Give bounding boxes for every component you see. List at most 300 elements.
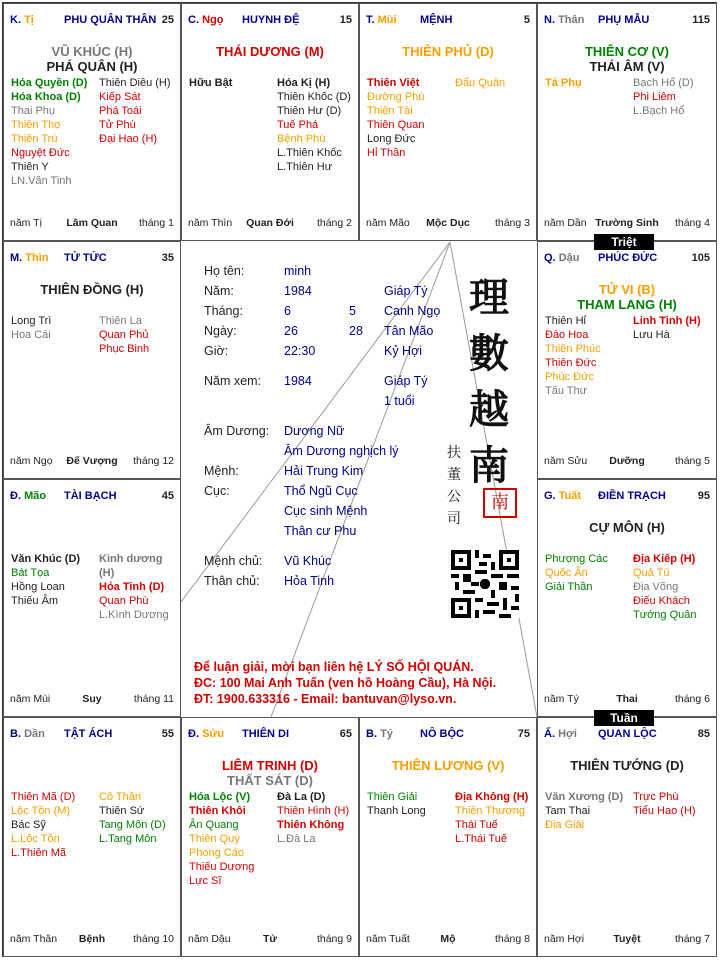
palace-header — [366, 14, 530, 28]
minor-star: Thai Phụ — [11, 105, 56, 117]
minor-star: Văn Khúc (D) — [11, 553, 81, 565]
minor-stars-left — [367, 790, 426, 818]
footer-year: năm Thìn — [188, 217, 233, 229]
minor-star: Đào Hoa — [545, 329, 589, 341]
minor-stars-right — [99, 314, 149, 356]
minor-star: Quan Phủ — [99, 329, 149, 341]
cuc-value-3: Thân cư Phu — [284, 524, 357, 538]
footer-stage: Đế Vượng — [66, 455, 118, 467]
palace-number: 15 — [339, 14, 352, 26]
minor-star: Thiếu Âm — [11, 595, 59, 607]
main-star: THÁI DƯƠNG (M) — [216, 44, 324, 59]
branch-prefix: B. — [366, 728, 377, 740]
branch-name: Tị — [24, 14, 34, 26]
minor-stars-left — [11, 790, 75, 860]
minor-star: Trực Phù — [633, 791, 679, 803]
name-value: minh — [284, 264, 312, 278]
minor-star: Hỏa Tinh (D) — [99, 581, 165, 593]
branch-prefix: Đ. — [10, 490, 21, 502]
palace-than — [537, 3, 717, 241]
branch-name: Hợi — [558, 728, 577, 740]
day-lunar: 28 — [349, 324, 363, 338]
main-star: THÁI ÂM (V) — [589, 59, 665, 74]
footer-stage: Mộc Dục — [426, 217, 470, 229]
minor-star: LN.Văn Tinh — [11, 175, 72, 187]
minor-stars-left — [545, 790, 623, 832]
month-label: Tháng: — [204, 304, 243, 318]
minor-star: L.Lộc Tồn — [11, 833, 60, 845]
minor-star: Quan Phù — [99, 595, 149, 607]
branch-prefix: Q. — [544, 252, 556, 264]
minor-star: Cô Thần — [99, 791, 141, 803]
branch-name: Tý — [380, 728, 393, 740]
day-value: 26 — [284, 324, 298, 338]
palace-footer — [188, 933, 352, 946]
palace-name: TẬT ÁCH — [64, 728, 113, 740]
red-seal — [483, 488, 517, 518]
minor-stars-right — [277, 76, 351, 174]
minor-stars-left — [189, 76, 232, 90]
hour-value: 22:30 — [284, 344, 316, 358]
minor-star: Thiên Giải — [367, 791, 418, 803]
branch-name: Mùi — [377, 14, 397, 26]
minor-star: Thiên Quý — [189, 833, 240, 845]
minor-star: Phong Cáo — [189, 847, 245, 859]
triet-badge: Triệt — [594, 234, 654, 250]
main-star: THIÊN ĐỒNG (H) — [40, 282, 144, 297]
view-year-can: Giáp Tý — [384, 374, 428, 388]
am-duong-value-1: Dương Nữ — [284, 424, 345, 438]
palace-name: ĐIỀN TRẠCH — [598, 490, 666, 502]
minor-star: Bác Sỹ — [11, 819, 46, 831]
palace-footer — [10, 217, 174, 230]
minor-star: Đường Phù — [367, 91, 425, 103]
minor-star: Thiên Thương — [455, 805, 526, 817]
minor-star: Tiểu Hao (H) — [633, 805, 696, 817]
footer-year: năm Ngọ — [10, 455, 53, 467]
minor-star: Tử Phù — [99, 119, 136, 131]
minor-star: Thiên Sứ — [99, 805, 145, 817]
main-star: LIÊM TRINH (D) — [221, 758, 319, 773]
year-label: Năm: — [204, 284, 234, 298]
palace-dau — [537, 241, 717, 479]
branch-name: Sửu — [202, 728, 225, 740]
palace-tuat — [537, 479, 717, 717]
minor-star: Đại Hao (H) — [99, 133, 158, 145]
main-stars — [4, 44, 180, 74]
palace-number: 35 — [161, 252, 174, 264]
view-year-label: Năm xem: — [204, 374, 261, 388]
palace-header — [10, 728, 174, 742]
menh-label: Mệnh: — [204, 464, 239, 478]
minor-star: Lưu Hà — [633, 329, 670, 341]
footer-year: năm Tị — [10, 217, 42, 229]
main-stars — [182, 44, 358, 59]
minor-star: L.Bạch Hổ — [633, 105, 685, 117]
minor-star: Bệnh Phù — [277, 133, 326, 145]
palace-name: TỬ TỨC — [64, 252, 107, 264]
footer-year: năm Tuất — [366, 933, 410, 945]
minor-star: Địa Không (H) — [455, 791, 529, 803]
cuc-label: Cục: — [204, 484, 230, 498]
branch-prefix: Đ. — [188, 728, 199, 740]
palace-footer — [544, 693, 710, 706]
contact-line-2: ĐC: 100 Mai Anh Tuấn (ven hồ Hoàng Cầu), Hà Nội. — [194, 676, 497, 690]
minor-star: Tuế Phá — [277, 119, 319, 131]
footer-stage: Tuyệt — [613, 933, 641, 945]
footer-month: tháng 6 — [674, 693, 710, 705]
minor-star: Hóa Khoa (D) — [11, 91, 81, 103]
palace-header — [544, 14, 710, 28]
contact-line-1: Để luận giải, mời bạn liên hệ LÝ SỐ HỘI QUÁN. — [194, 660, 474, 674]
footer-year: năm Mùi — [10, 693, 51, 705]
branch-prefix: G. — [544, 490, 556, 502]
minor-star: Thiên Khốc (D) — [277, 91, 351, 103]
minor-star: Bạch Hổ (D) — [633, 77, 694, 89]
minor-star: Thanh Long — [367, 805, 426, 817]
minor-star: Thiên Hình (H) — [277, 805, 350, 817]
branch-prefix: B. — [10, 728, 21, 740]
footer-year: năm Sửu — [544, 455, 588, 467]
main-stars — [360, 758, 536, 773]
main-star: TỬ VI (B) — [598, 282, 656, 297]
main-star: VŨ KHÚC (H) — [51, 44, 133, 59]
branch-name: Dậu — [558, 252, 580, 264]
footer-month: tháng 10 — [133, 933, 174, 945]
palace-name: THIÊN DI — [242, 728, 290, 740]
minor-star: Văn Xương (D) — [545, 791, 624, 803]
palace-ty — [359, 717, 537, 957]
footer-stage: Tử — [262, 933, 278, 945]
minor-star: Địa Kiếp (H) — [633, 553, 696, 565]
minor-star: L.Thiên Hư — [277, 161, 333, 173]
minor-star: Phi Liêm — [633, 91, 676, 103]
minor-stars-right — [99, 790, 166, 846]
footer-month: tháng 5 — [674, 455, 710, 467]
footer-year: năm Hợi — [544, 933, 585, 945]
palace-dan — [3, 717, 181, 957]
minor-star: Thiên Tài — [367, 105, 413, 117]
palace-footer — [10, 693, 174, 706]
branch-name: Thân — [558, 14, 585, 26]
minor-stars-left — [11, 314, 51, 342]
minor-star: Phúc Đức — [545, 371, 594, 383]
main-star: THAM LANG (H) — [577, 297, 677, 312]
minor-star: Thiên Thọ — [11, 119, 61, 131]
hour-can: Kỷ Hợi — [384, 344, 423, 358]
minor-stars-left — [545, 76, 582, 90]
minor-star: Đà La (D) — [277, 791, 326, 803]
minor-star: Hóa Kị (H) — [277, 77, 331, 89]
minor-star: Nguyệt Đức — [11, 147, 70, 159]
footer-month: tháng 8 — [494, 933, 530, 945]
minor-star: Hồng Loan — [11, 581, 65, 593]
main-star: PHÁ QUÂN (H) — [46, 59, 138, 74]
branch-prefix: C. — [188, 14, 199, 26]
minor-star: Kiếp Sát — [99, 91, 141, 103]
qr-code — [451, 550, 519, 618]
palace-name: QUAN LỘC — [598, 728, 657, 740]
palace-mui — [359, 3, 537, 241]
minor-star: Lực Sĩ — [189, 875, 222, 887]
menh-chu-value: Vũ Khúc — [284, 554, 332, 568]
palace-header — [544, 252, 710, 266]
minor-star: Thiên Trù — [11, 133, 58, 145]
footer-stage: Lâm Quan — [66, 217, 118, 229]
minor-stars-left — [11, 76, 87, 188]
palace-header — [544, 728, 710, 742]
main-stars — [538, 758, 716, 773]
minor-star: Hỉ Thần — [367, 147, 406, 159]
branch-name: Thìn — [25, 252, 49, 264]
palace-footer — [544, 933, 710, 946]
palace-number: 45 — [161, 490, 174, 502]
palace-number: 75 — [517, 728, 530, 740]
footer-stage: Suy — [82, 693, 102, 705]
main-stars — [538, 44, 716, 74]
palace-suu — [181, 717, 359, 957]
minor-star: Thiên Đức — [545, 357, 597, 369]
footer-year: năm Mão — [366, 217, 410, 229]
contact-line-3: ĐT: 1900.633316 - Email: bantuvan@lyso.vn. — [194, 692, 457, 706]
palace-number: 105 — [691, 252, 710, 264]
menh-value: Hải Trung Kim — [284, 464, 364, 478]
year-can: Giáp Tý — [384, 284, 428, 298]
minor-star: Thiên Hư (D) — [277, 105, 342, 117]
footer-stage: Trường Sinh — [595, 217, 659, 229]
minor-stars-right — [99, 76, 171, 146]
minor-star: Thiên Quan — [367, 119, 425, 131]
palace-footer — [188, 217, 352, 230]
minor-stars-left — [367, 76, 424, 160]
year-value: 1984 — [284, 284, 312, 298]
minor-star: L.Đà La — [277, 833, 316, 845]
palace-footer — [10, 933, 174, 946]
palace-header — [10, 490, 174, 504]
palace-name: TÀI BẠCH — [64, 490, 117, 502]
footer-month: tháng 9 — [316, 933, 352, 945]
branch-name: Mão — [24, 490, 47, 502]
main-star: THIÊN LƯƠNG (V) — [391, 758, 505, 773]
minor-star: Điếu Khách — [633, 595, 690, 607]
minor-star: L.Thiên Khốc — [277, 147, 342, 159]
minor-star: L.Tang Môn — [99, 833, 157, 845]
month-lunar: 5 — [349, 304, 356, 318]
minor-star: Thiên Hỉ — [545, 315, 586, 327]
minor-star: Giải Thần — [545, 581, 593, 593]
main-star: THIÊN PHỦ (D) — [402, 44, 494, 59]
cuc-value-1: Thổ Ngũ Cục — [284, 484, 358, 498]
minor-star: Địa Võng — [633, 581, 679, 593]
than-chu-value: Hỏa Tinh — [284, 574, 335, 588]
footer-stage: Thai — [616, 693, 638, 705]
minor-star: Tam Thai — [545, 805, 591, 817]
footer-stage: Dưỡng — [609, 455, 645, 467]
minor-star: L.Thái Tuế — [455, 833, 507, 845]
footer-month: tháng 2 — [316, 217, 352, 229]
minor-star: Thiên Khôi — [189, 805, 246, 817]
footer-stage: Mộ — [440, 933, 456, 945]
palace-footer — [366, 217, 530, 230]
footer-year: năm Thân — [10, 933, 58, 945]
main-stars — [182, 758, 358, 788]
cuc-value-2: Cục sinh Mệnh — [284, 504, 368, 518]
footer-stage: Bệnh — [78, 933, 106, 945]
menh-chu-label: Mệnh chủ: — [204, 554, 263, 568]
minor-stars-right — [633, 314, 701, 342]
footer-month: tháng 4 — [674, 217, 710, 229]
palace-name: MỆNH — [420, 14, 453, 26]
minor-stars-left — [545, 314, 601, 398]
branch-prefix: T. — [366, 14, 375, 26]
am-duong-value-2: Âm Dương nghịch lý — [284, 444, 399, 458]
minor-star: Long Trì — [11, 315, 52, 327]
palace-hoi — [537, 717, 717, 957]
minor-star: Thiên Không — [277, 819, 345, 831]
minor-star: Phá Toái — [99, 105, 142, 117]
minor-star: Thái Tuế — [455, 819, 498, 831]
palace-footer — [366, 933, 530, 946]
main-stars — [538, 282, 716, 312]
minor-star: Thiên La — [99, 315, 142, 327]
footer-month: tháng 3 — [494, 217, 530, 229]
minor-star: Bát Tọa — [11, 567, 50, 579]
palace-number: 65 — [339, 728, 352, 740]
minor-star: Linh Tinh (H) — [633, 315, 701, 327]
minor-star: Tả Phụ — [545, 77, 582, 89]
branch-prefix: Ấ. — [544, 728, 555, 740]
am-duong-label: Âm Dương: — [204, 424, 270, 438]
minor-star: Hữu Bật — [189, 77, 233, 89]
day-can: Tân Mão — [384, 324, 434, 338]
calligraphy-title: 理數越南 — [469, 274, 509, 489]
footer-month: tháng 12 — [133, 455, 174, 467]
minor-star: Phục Binh — [99, 343, 150, 355]
palace-name: NÔ BỘC — [420, 728, 464, 740]
minor-star: Tang Môn (D) — [99, 819, 166, 831]
palace-number: 5 — [523, 14, 530, 26]
minor-star: Thiên Phúc — [545, 343, 601, 355]
minor-stars-right — [99, 552, 176, 622]
minor-stars-right — [277, 790, 349, 846]
footer-year: năm Tý — [544, 693, 579, 705]
minor-star: L.Thiên Mã — [11, 847, 67, 859]
palace-thin — [3, 241, 181, 479]
hour-label: Giờ: — [204, 344, 229, 358]
palace-name: PHU QUÂN THÂN — [64, 14, 157, 26]
palace-number: 95 — [697, 490, 710, 502]
minor-star: Thiên Việt — [367, 77, 420, 89]
minor-stars-left — [545, 552, 608, 594]
minor-star: Thiên Y — [11, 161, 49, 173]
age-value: 1 tuổi — [384, 394, 415, 408]
palace-header — [10, 252, 174, 266]
palace-number: 85 — [697, 728, 710, 740]
palace-name: PHÚC ĐỨC — [598, 252, 658, 264]
minor-stars-right — [455, 790, 528, 846]
minor-star: L.Kình Dương — [99, 609, 169, 621]
palace-footer — [10, 455, 174, 468]
minor-stars-right — [633, 790, 696, 818]
footer-stage: Quan Đới — [246, 217, 294, 229]
calligraphy-small: 扶董公司 — [447, 445, 461, 527]
main-star: THIÊN CƠ (V) — [584, 44, 670, 59]
day-label: Ngày: — [204, 324, 237, 338]
center-info-panel — [181, 242, 537, 717]
palace-mao — [3, 479, 181, 717]
palace-header — [10, 14, 174, 28]
main-star: CỰ MÔN (H) — [589, 520, 665, 535]
palace-number: 115 — [692, 14, 710, 26]
minor-star: Ân Quang — [189, 819, 239, 831]
palace-ngo — [181, 3, 359, 241]
minor-star: Hoa Cái — [11, 329, 51, 341]
footer-month: tháng 7 — [674, 933, 710, 945]
branch-name: Tuất — [558, 490, 582, 502]
palace-footer — [544, 455, 710, 468]
minor-stars-right — [633, 552, 697, 622]
footer-month: tháng 11 — [133, 693, 174, 705]
minor-stars-left — [189, 790, 254, 888]
minor-star: Quốc Ấn — [545, 567, 588, 579]
minor-star: Tướng Quân — [633, 609, 697, 621]
main-star: THIÊN TƯỚNG (D) — [570, 758, 684, 773]
palace-header — [188, 728, 352, 742]
minor-stars-left — [11, 552, 80, 608]
palace-number: 25 — [161, 14, 174, 26]
minor-stars-right — [633, 76, 694, 118]
minor-star: Hóa Quyền (D) — [11, 77, 88, 89]
than-chu-label: Thân chủ: — [204, 574, 260, 588]
seal-text: 南 — [491, 492, 509, 513]
minor-star: Lộc Tồn (M) — [11, 805, 71, 817]
minor-star: Long Đức — [367, 133, 416, 145]
name-label: Họ tên: — [204, 264, 245, 278]
footer-year: năm Dần — [544, 217, 587, 229]
view-year-value: 1984 — [284, 374, 312, 388]
main-stars — [360, 44, 536, 59]
tuan-badge: Tuần — [594, 710, 654, 726]
palace-name: HUYNH ĐỆ — [242, 14, 300, 26]
palace-name: PHỤ MẪU — [598, 14, 650, 26]
minor-star: Thiếu Dương — [189, 861, 255, 873]
palace-ti — [3, 3, 181, 241]
palace-number: 55 — [161, 728, 174, 740]
minor-star: Thiên Diêu (H) — [99, 77, 171, 89]
minor-star: Tấu Thư — [545, 385, 588, 397]
palace-header — [544, 490, 710, 504]
palace-header — [366, 728, 530, 742]
minor-star: Hóa Lộc (V) — [189, 791, 251, 803]
minor-star: Thiên Mã (D) — [11, 791, 76, 803]
minor-stars-right — [455, 76, 505, 90]
minor-star: Kình dương (H) — [99, 553, 163, 579]
branch-prefix: N. — [544, 14, 555, 26]
minor-star: Phượng Các — [545, 553, 608, 565]
palace-header — [188, 14, 352, 28]
branch-prefix: K. — [10, 14, 21, 26]
palace-footer — [544, 217, 710, 230]
month-can: Canh Ngọ — [384, 304, 441, 318]
footer-year: năm Dậu — [188, 933, 231, 945]
branch-name: Dần — [24, 728, 45, 740]
main-star: THẤT SÁT (D) — [227, 773, 313, 788]
main-stars — [538, 520, 716, 535]
branch-name: Ngọ — [202, 14, 224, 26]
branch-prefix: M. — [10, 252, 23, 264]
minor-star: Quả Tú — [633, 567, 670, 579]
main-stars — [4, 282, 180, 297]
